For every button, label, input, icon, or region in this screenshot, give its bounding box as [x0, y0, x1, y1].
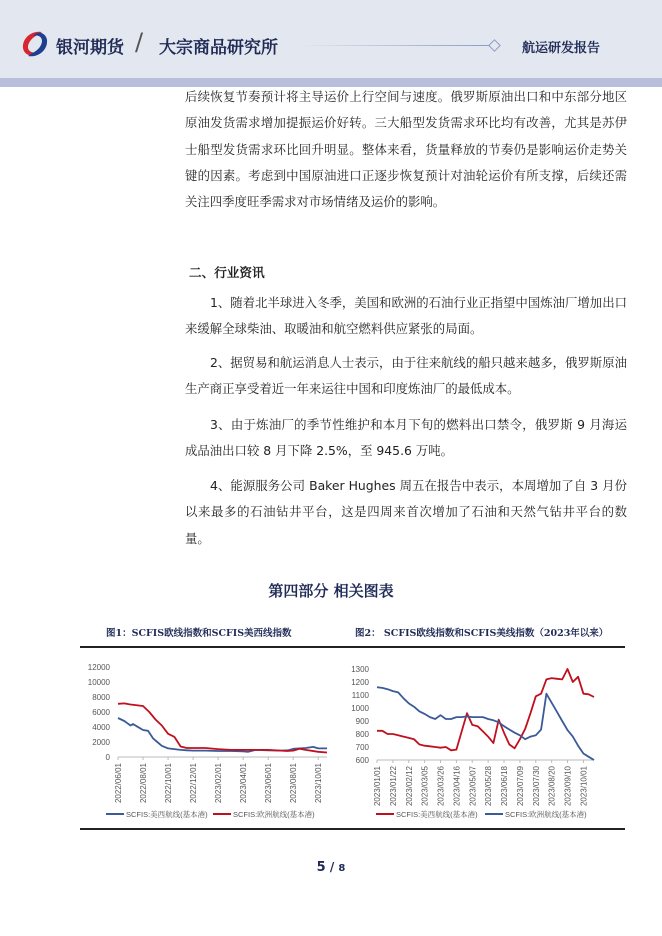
x-tick-label: 2023/02/12	[404, 766, 414, 807]
y-tick-label: 1200	[351, 678, 369, 687]
total-pages: 8	[338, 863, 346, 874]
x-tick-label: 2023/09/10	[563, 766, 573, 807]
x-tick-label: 2023/07/09	[515, 766, 525, 807]
x-tick-label: 2023/06/01	[264, 763, 274, 804]
news-item-2: 2、据贸易和航运消息人士表示，由于往来航线的船只越来越多，俄罗斯原油生产商正享受着近一年来运往中国和印度炼油厂的最低成本。	[185, 355, 627, 397]
figure-1-caption: 图1：SCFIS欧线指数和SCFIS美西线指数	[106, 628, 292, 639]
series-line-2	[118, 703, 327, 752]
report-title: 航运研发报告	[522, 41, 601, 56]
legend-label: SCFIS:美西航线(基本港)	[126, 810, 208, 819]
x-tick-label: 2023/06/18	[500, 766, 510, 807]
y-tick-label: 1000	[351, 704, 369, 713]
x-tick-label: 2023/04/01	[239, 763, 249, 804]
x-tick-label: 2023/08/01	[289, 763, 299, 804]
x-tick-label: 2023/01/01	[373, 766, 382, 807]
y-tick-label: 0	[105, 753, 110, 762]
news-item-4: 4、能源服务公司 Baker Hughes 周五在报告中表示，本周增加了自 3 月份以来最多的石油钻井平台，这是四周来首次增加了石油和天然气钻井平台的数量。	[185, 478, 627, 546]
x-tick-label: 2023/03/26	[436, 766, 446, 807]
charts-bottom-rule	[80, 828, 625, 830]
x-tick-label: 2023/07/30	[531, 766, 541, 807]
y-tick-label: 800	[355, 730, 369, 739]
y-tick-label: 1300	[351, 665, 369, 674]
header-separator: /	[135, 28, 144, 56]
galaxy-futures-logo-icon	[20, 30, 50, 58]
series-line-1	[118, 718, 327, 752]
legend-label: SCFIS:美西航线(基本港)	[396, 810, 478, 819]
y-tick-label: 700	[355, 743, 369, 752]
legend-label: SCFIS:欧洲航线(基本港)	[233, 810, 315, 819]
header-divider-line	[300, 45, 490, 46]
x-tick-label: 2022/10/01	[164, 763, 174, 804]
x-tick-label: 2023/02/01	[214, 763, 224, 804]
figure-2-caption: 图2： SCFIS欧线指数和SCFIS美线指数（2023年以来）	[355, 628, 609, 639]
charts-top-rule	[80, 646, 625, 648]
x-tick-label: 2023/01/22	[388, 766, 398, 807]
y-tick-label: 12000	[87, 663, 110, 672]
y-tick-label: 10000	[87, 678, 110, 687]
x-tick-label: 2023/03/05	[420, 766, 430, 807]
series-line-2	[377, 687, 594, 760]
x-tick-label: 2023/05/28	[484, 766, 494, 807]
current-page: 5	[316, 860, 326, 875]
y-tick-label: 8000	[92, 693, 110, 702]
brand-name: 银河期货	[56, 38, 124, 58]
y-tick-label: 900	[355, 717, 369, 726]
y-tick-label: 4000	[92, 723, 110, 732]
x-tick-label: 2022/06/01	[114, 763, 123, 804]
x-tick-label: 2023/10/01	[579, 766, 589, 807]
page-number	[0, 860, 662, 875]
x-tick-label: 2022/12/01	[189, 763, 199, 804]
x-tick-label: 2022/08/01	[139, 763, 149, 804]
part-title: 第四部分 相关图表	[268, 582, 394, 600]
x-tick-label: 2023/08/20	[547, 766, 557, 807]
section-heading: 二、行业资讯	[189, 265, 265, 280]
series-line-1	[377, 669, 594, 750]
institute-name: 大宗商品研究所	[159, 38, 278, 58]
y-tick-label: 1100	[351, 691, 369, 700]
x-tick-label: 2023/04/16	[452, 766, 462, 807]
chart-2	[340, 650, 625, 826]
legend-label: SCFIS:欧洲航线(基本港)	[505, 810, 587, 819]
news-item-3: 3、由于炼油厂的季节性维护和本月下旬的燃料出口禁令，俄罗斯 9 月海运成品油出口较 8 月下降 2.5%，至 945.6 万吨。	[185, 417, 627, 459]
y-tick-label: 2000	[92, 738, 110, 747]
x-tick-label: 2023/05/07	[468, 766, 478, 807]
x-tick-label: 2023/10/01	[314, 763, 324, 804]
y-tick-label: 6000	[92, 708, 110, 717]
chart-1	[80, 650, 340, 826]
intro-paragraph: 后续恢复节奏预计将主导运价上行空间与速度。俄罗斯原油出口和中东部分地区原油发货需求增加提振运价好转。三大船型发货需求环比均有改善，尤其是苏伊士船型发货需求环比回升明显。整体来看，货量释放的节奏仍是影响运价走势关键的因素。考虑到中国原油进口正逐步恢复预计对油轮运价有所支撑，后续还需关注四季度旺季需求对市场情绪及运价的影响。	[185, 89, 627, 210]
y-tick-label: 600	[355, 756, 369, 765]
news-item-1: 1、随着北半球进入冬季，美国和欧洲的石油行业正指望中国炼油厂增加出口来缓解全球柴油、取暖油和航空燃料供应紧张的局面。	[185, 295, 627, 337]
page-separator: /	[325, 860, 339, 874]
